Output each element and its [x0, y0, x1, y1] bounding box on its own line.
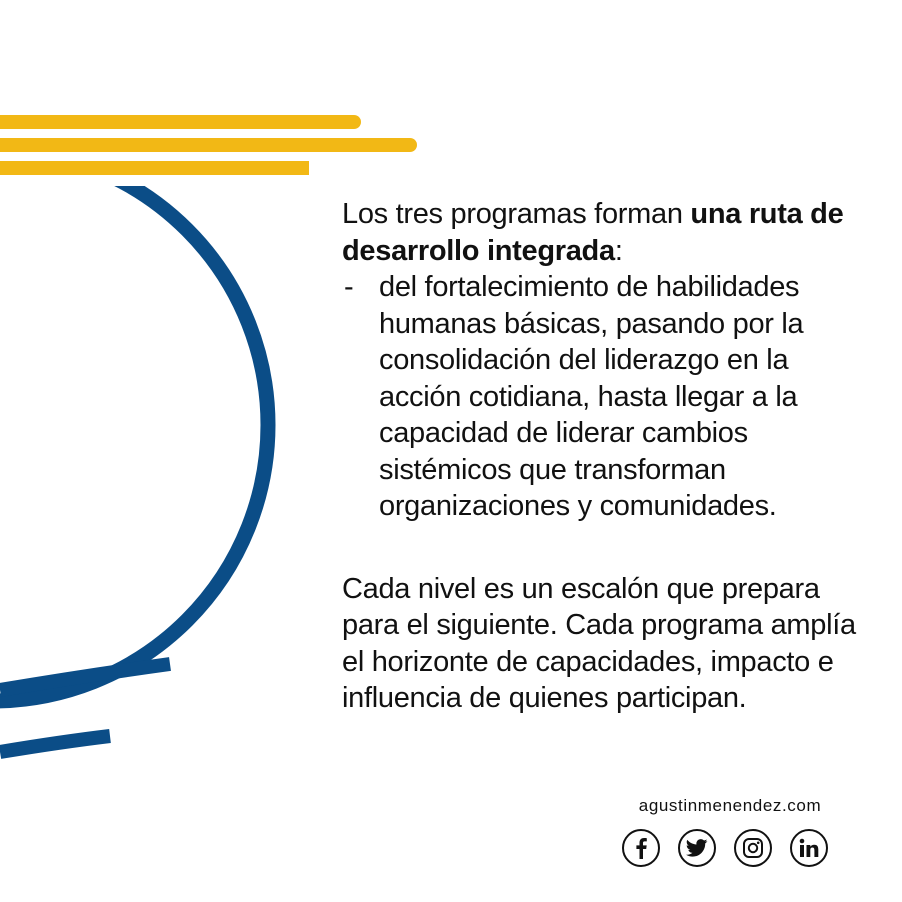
- twitter-icon[interactable]: [678, 829, 716, 867]
- bullet-text: del fortalecimiento de habilidades humanas básicas, pasando por la consolidación del liderazgo en la acción cotidiana, hasta llegar a la capacidad de liderar cambios sistémicos que transforman organizaciones y comunidades.: [379, 271, 804, 522]
- website-link[interactable]: agustinmenendez.com: [638, 796, 822, 815]
- facebook-icon[interactable]: [622, 829, 660, 867]
- closing-paragraph: Cada nivel es un escalón que prepara para el siguiente. Cada programa amplía el horizonte de capacidades, impacto e influencia de quienes participan.: [342, 572, 856, 714]
- main-text: [342, 196, 862, 717]
- intro-colon: :: [614, 234, 623, 267]
- blue-circle-arc: [0, 149, 268, 701]
- bullet-dash: -: [344, 271, 354, 303]
- intro-text: Los tres programas forman: [342, 198, 691, 230]
- blue-band-lower: [0, 736, 110, 752]
- intro-paragraph: [342, 196, 862, 269]
- paragraph-gap: [342, 525, 862, 571]
- intro-bold-text: una ruta de desarrollo integrada: [342, 198, 844, 267]
- bullet-item: [342, 269, 862, 525]
- instagram-icon[interactable]: [734, 829, 772, 867]
- linkedin-icon[interactable]: [790, 829, 828, 867]
